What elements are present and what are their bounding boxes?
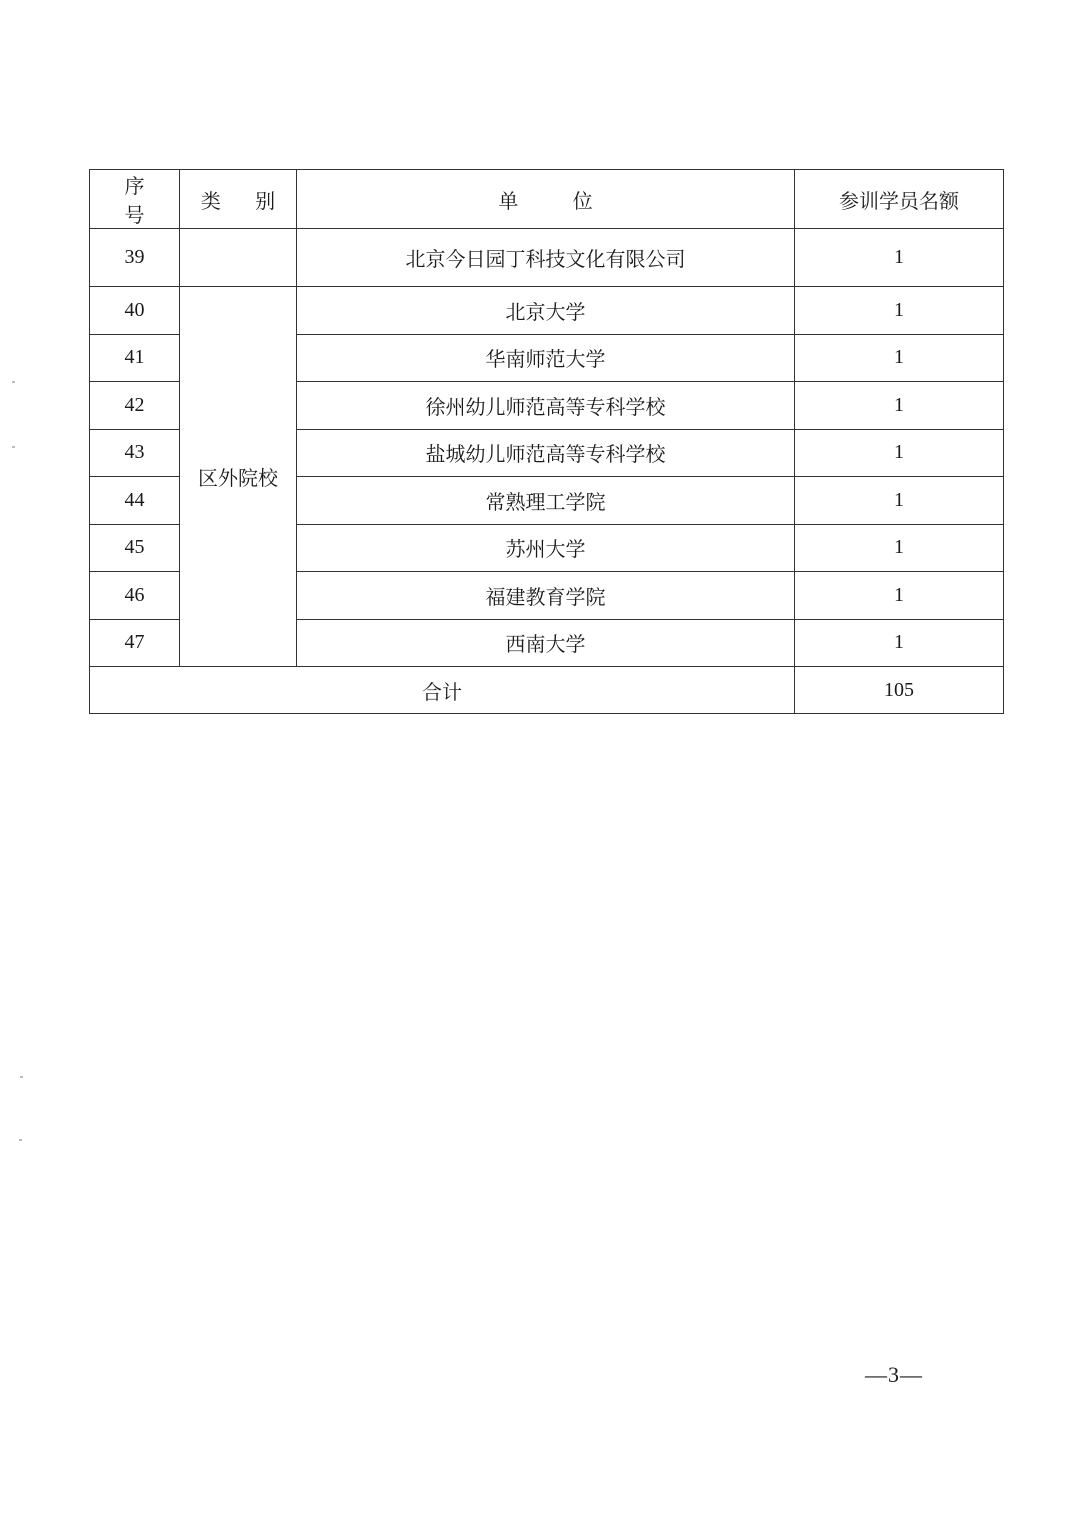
row-quota: 1 xyxy=(795,619,1004,667)
header-category: 类 别 xyxy=(180,170,297,229)
row-seq: 41 xyxy=(90,334,180,382)
row-quota: 1 xyxy=(795,382,1004,430)
row-unit: 华南师范大学 xyxy=(297,334,795,382)
row-unit: 盐城幼儿师范高等专科学校 xyxy=(297,429,795,477)
row-quota: 1 xyxy=(795,572,1004,620)
row-seq: 39 xyxy=(90,229,180,287)
row-seq: 47 xyxy=(90,619,180,667)
category-group-cell: 区外院校 xyxy=(180,287,297,667)
row-quota: 1 xyxy=(795,287,1004,335)
row-unit: 苏州大学 xyxy=(297,524,795,572)
row-quota: 1 xyxy=(795,477,1004,525)
row-seq: 43 xyxy=(90,429,180,477)
table-row xyxy=(90,229,1004,287)
row-unit: 福建教育学院 xyxy=(297,572,795,620)
scan-speck xyxy=(19,1139,22,1141)
row-quota: 1 xyxy=(795,229,1004,287)
page-number: —3— xyxy=(865,1362,923,1387)
header-unit: 单 位 xyxy=(297,170,795,229)
total-row xyxy=(90,667,1004,714)
total-label: 合计 xyxy=(90,667,795,714)
total-value: 105 xyxy=(795,667,1004,714)
scan-speck xyxy=(20,1076,23,1078)
scan-speck xyxy=(12,381,15,383)
row-unit: 北京大学 xyxy=(297,287,795,335)
header-seq: 序 号 xyxy=(90,170,180,229)
scan-speck xyxy=(12,446,15,448)
row-seq: 45 xyxy=(90,524,180,572)
quota-table xyxy=(89,169,1004,714)
row-category-empty xyxy=(180,229,297,287)
row-seq: 44 xyxy=(90,477,180,525)
row-unit: 北京今日园丁科技文化有限公司 xyxy=(297,229,795,287)
header-quota: 参训学员名额 xyxy=(795,170,1004,229)
row-unit: 徐州幼儿师范高等专科学校 xyxy=(297,382,795,430)
table-header-row xyxy=(90,170,1004,229)
row-unit: 西南大学 xyxy=(297,619,795,667)
row-quota: 1 xyxy=(795,429,1004,477)
table-row xyxy=(90,287,1004,335)
row-quota: 1 xyxy=(795,334,1004,382)
row-unit: 常熟理工学院 xyxy=(297,477,795,525)
row-quota: 1 xyxy=(795,524,1004,572)
row-seq: 42 xyxy=(90,382,180,430)
row-seq: 40 xyxy=(90,287,180,335)
row-seq: 46 xyxy=(90,572,180,620)
